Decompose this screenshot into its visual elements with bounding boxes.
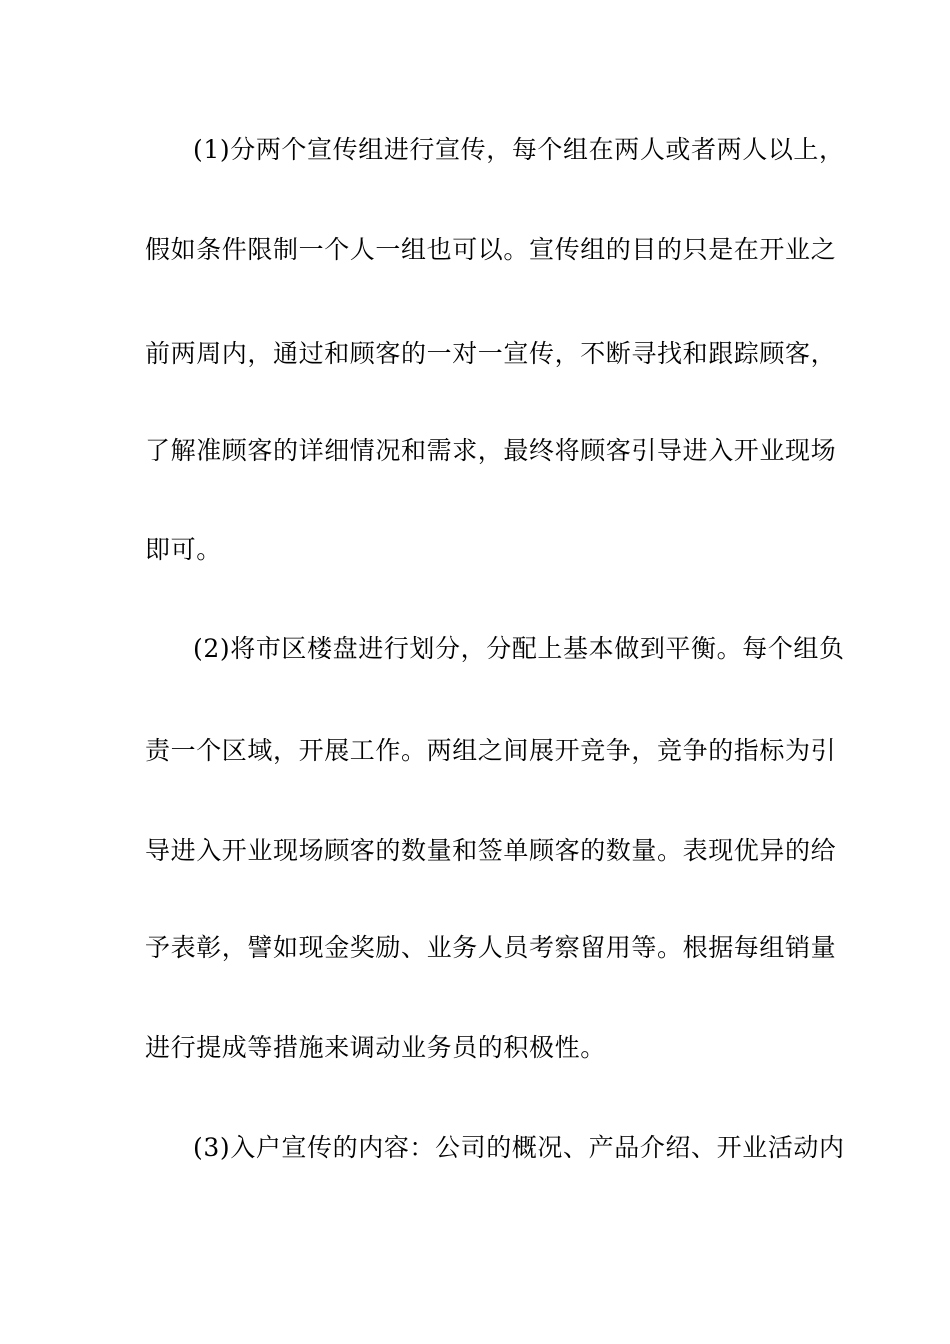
paragraph-3-line-1: (3)入户宣传的内容：公司的概况、产品介绍、开业活动内 (193, 1133, 845, 1162)
paragraph-1-line-2: 假如条件限制一个人一组也可以。宣传组的目的只是在开业之 (145, 235, 837, 264)
paragraph-2-line-3: 导进入开业现场顾客的数量和签单顾客的数量。表现优异的给 (145, 836, 837, 865)
paragraph-2-line-4: 予表彰，譬如现金奖励、业务人员考察留用等。根据每组销量 (145, 933, 837, 962)
paragraph-1-line-4: 了解准顾客的详细情况和需求，最终将顾客引导进入开业现场 (145, 436, 837, 465)
paragraph-2-line-5: 进行提成等措施来调动业务员的积极性。 (145, 1033, 606, 1062)
paragraph-1-line-5: 即可。 (145, 535, 222, 564)
paragraph-2-line-1: (2)将市区楼盘进行划分，分配上基本做到平衡。每个组负 (193, 634, 845, 663)
paragraph-1-line-1: (1)分两个宣传组进行宣传，每个组在两人或者两人以上， (193, 135, 845, 164)
paragraph-2-line-2: 责一个区域，开展工作。两组之间展开竞争，竞争的指标为引 (145, 736, 837, 765)
paragraph-1-line-3: 前两周内，通过和顾客的一对一宣传，不断寻找和跟踪顾客， (145, 339, 837, 368)
